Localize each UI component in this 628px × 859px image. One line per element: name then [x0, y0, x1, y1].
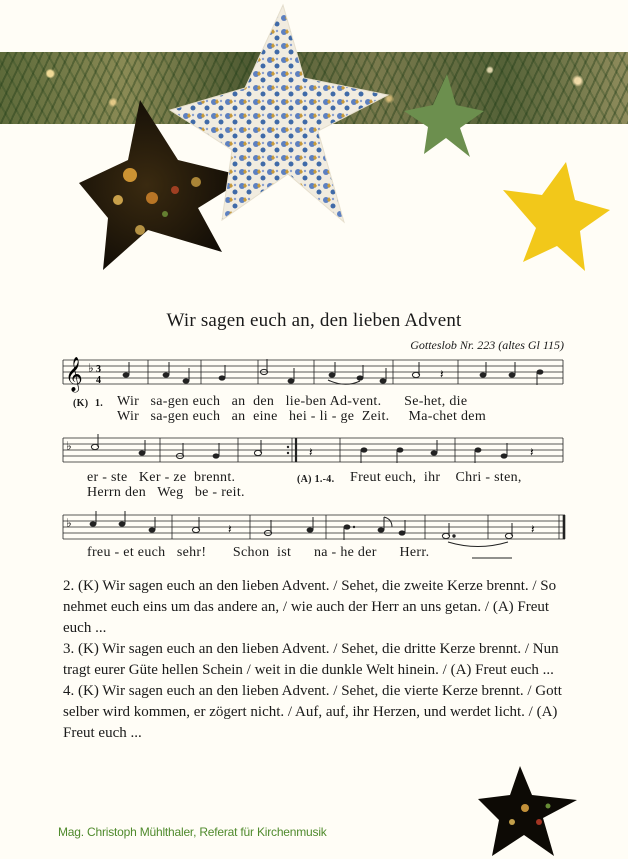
- music-staff-1: [0, 350, 628, 395]
- hymnal-reference: Gotteslob Nr. 223 (altes Gl 115): [410, 338, 564, 352]
- treble-clef-icon: 𝄞: [65, 357, 83, 392]
- green-star-icon: [404, 74, 484, 157]
- verse-3: 3. (K) Wir sagen euch an den lieben Advent. / Sehet, die dritte Kerze brennt. / Nun tragt eurer Güte hellen Schein / weit in die dunkle Welt hinein. / (A) Freut euch ...: [63, 641, 559, 678]
- lyric-refrain: Freut euch, ihr Chri - sten,: [350, 470, 522, 485]
- svg-text:𝄽: 𝄽: [530, 445, 534, 459]
- yellow-star-icon: [503, 162, 610, 271]
- verse-4: 4. (K) Wir sagen euch an den lieben Advent. / Sehet, die vierte Kerze brennt. / Gott selber wird kommen, er zögert nicht. / Auf, auf, ihr Herzen, und werdet licht. / (A) Freut euch ...: [63, 683, 562, 741]
- svg-text:𝄽: 𝄽: [531, 522, 535, 536]
- svg-text:4: 4: [96, 375, 101, 386]
- music-staff-2: [0, 428, 628, 473]
- svg-text:3: 3: [96, 364, 101, 375]
- lyric-system2-line1: er - ste Ker - ze brennt.: [87, 470, 236, 485]
- lyric-system2-line2: Herrn den Weg be - reit.: [87, 485, 245, 500]
- svg-text:𝄽: 𝄽: [228, 522, 232, 536]
- cantor-marker: (K): [73, 398, 89, 409]
- refrain-marker: (A) 1.-4.: [297, 474, 335, 485]
- verse-list: [63, 576, 563, 744]
- lyric-system1-line2: Wir sa-gen euch an eine hei - li - ge Zeit. Ma-chet dem: [117, 409, 487, 424]
- song-title: Wir sagen euch an, den lieben Advent: [166, 310, 462, 331]
- svg-text:♭: ♭: [66, 516, 72, 530]
- decorative-stars: [0, 0, 628, 300]
- svg-text:𝄽: 𝄽: [309, 445, 313, 459]
- svg-text:♭: ♭: [66, 439, 72, 453]
- svg-text:𝄽: 𝄽: [440, 367, 444, 381]
- author-credit: Mag. Christoph Mühlthaler, Referat für Kirchenmusik: [58, 825, 327, 839]
- bottom-bokeh-star-icon: [478, 766, 577, 856]
- extender-line: [472, 550, 514, 560]
- lyric-system1-line1: Wir sa-gen euch an den lie-ben Ad-vent. Se-het, die: [117, 394, 468, 409]
- verse-2: 2. (K) Wir sagen euch an den lieben Advent. / Sehet, die zweite Kerze brennt. / So nehmet euch eins um das andere an, / wie auch der Herr an uns getan. / (A) Freut euch ...: [63, 578, 557, 636]
- verse-number-1: 1.: [95, 398, 104, 409]
- svg-text:♭: ♭: [88, 361, 94, 375]
- music-staff-3: [0, 505, 628, 550]
- lyric-system3-line1: freu - et euch sehr! Schon ist na - he der Herr.: [87, 545, 430, 560]
